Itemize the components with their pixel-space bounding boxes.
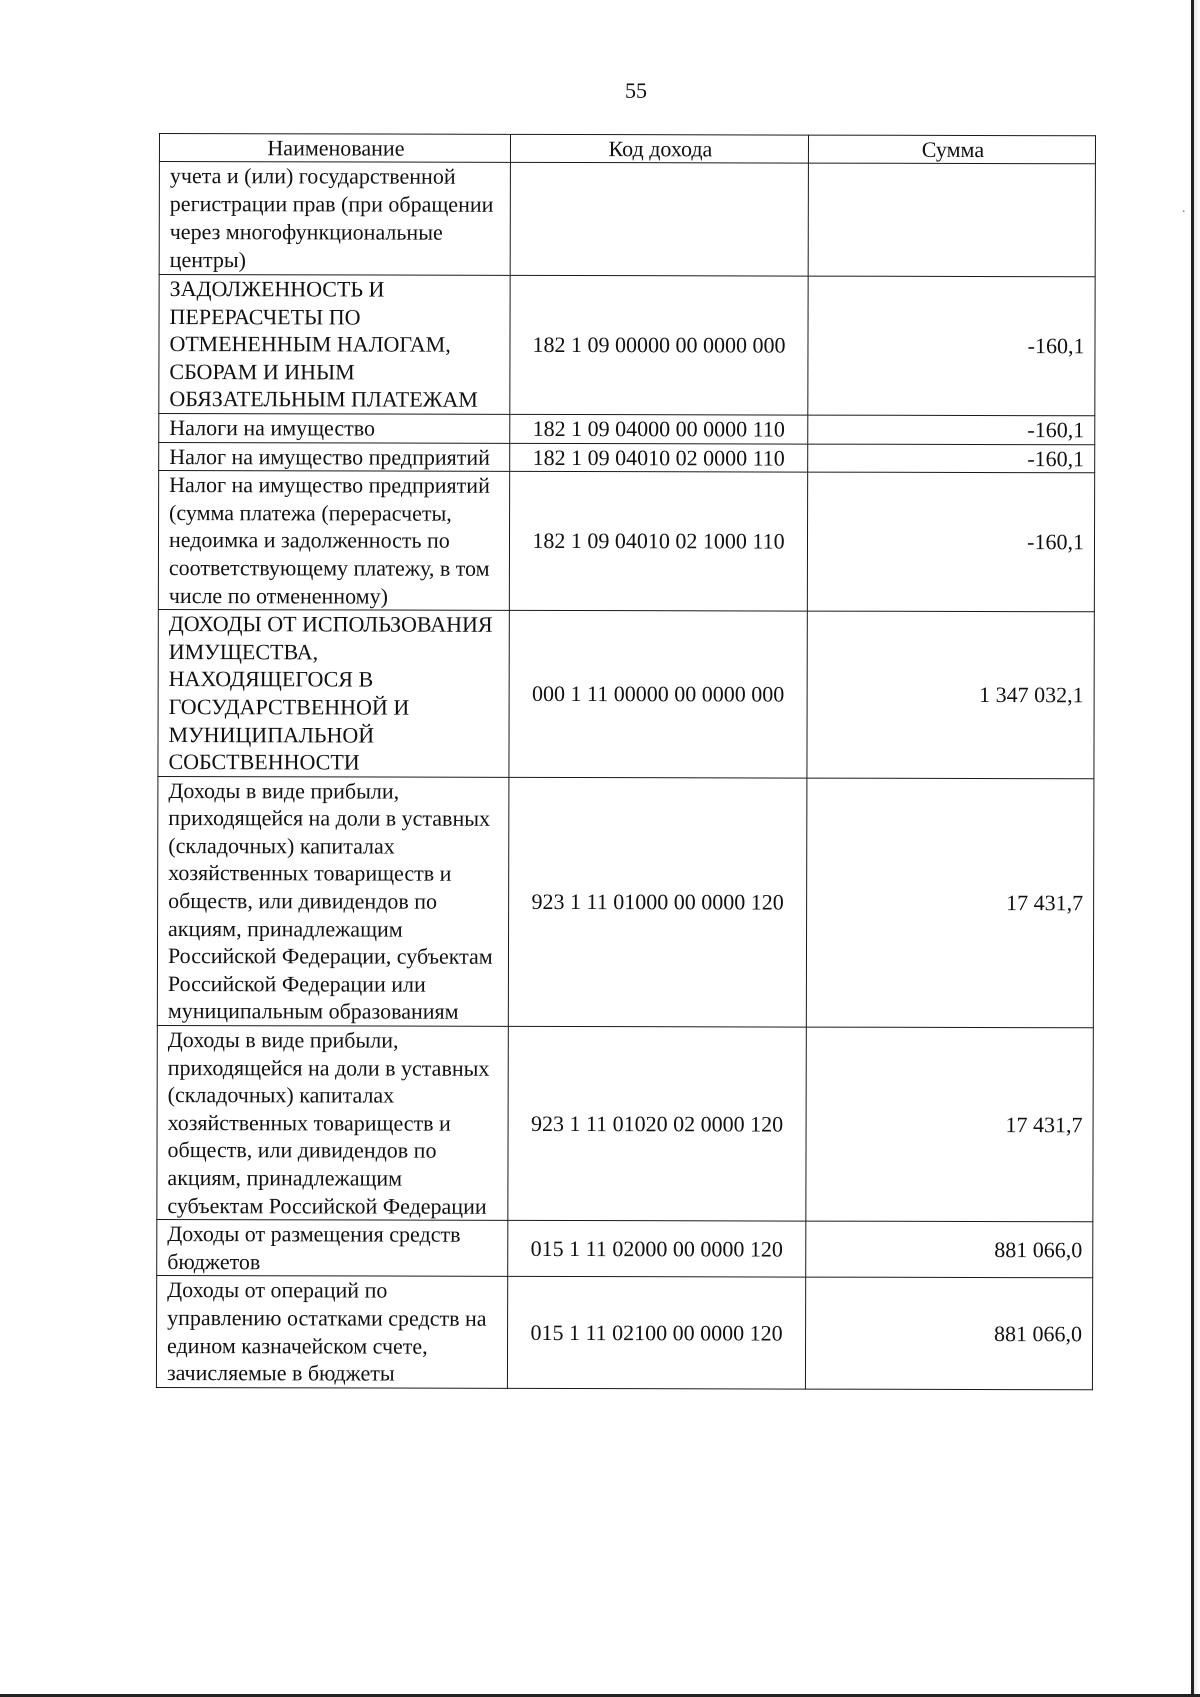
column-header-sum: Сумма xyxy=(808,135,1095,164)
row-sum xyxy=(808,163,1095,277)
row-name: Доходы в виде прибыли, приходящейся на доли в уставных (складочных) капиталах хозяйственных товариществ и обществ, или дивидендов по акциям, принадлежащим Российской Федерации, субъектам Российской Федерации или муниципальным образованиям xyxy=(157,776,509,1026)
table-row xyxy=(159,162,1095,277)
scan-edge-shadow xyxy=(1194,0,1200,1697)
row-sum: 17 431,7 xyxy=(806,778,1094,1028)
table-header-row xyxy=(159,134,1095,164)
table-row xyxy=(157,1220,1093,1278)
row-name: Доходы от операций по управлению остатками средств на едином казначейском счете, зачисляемые в бюджеты xyxy=(156,1276,507,1388)
revenue-table xyxy=(156,133,1096,1390)
row-name: Налог на имущество предприятий xyxy=(159,442,510,471)
table-row xyxy=(157,1026,1093,1222)
row-name: Доходы в виде прибыли, приходящейся на доли в уставных (складочных) капиталах хозяйственных товариществ и обществ, или дивидендов по акциям, принадлежащим субъектам Российской Федерации xyxy=(157,1026,508,1221)
page-number: 55 xyxy=(625,78,647,103)
column-header-name: Наименование xyxy=(159,134,510,163)
row-sum: -160,1 xyxy=(808,415,1095,444)
row-sum: 17 431,7 xyxy=(806,1027,1093,1222)
row-code xyxy=(510,162,808,276)
row-sum: -160,1 xyxy=(808,276,1095,416)
row-code: 182 1 09 00000 00 0000 000 xyxy=(510,275,808,415)
table-row xyxy=(159,275,1095,416)
row-name: ДОХОДЫ ОТ ИСПОЛЬЗОВАНИЯ ИМУЩЕСТВА, НАХОДЯЩЕГОСЯ В ГОСУДАРСТВЕННОЙ И МУНИЦИПАЛЬНОЙ СОБСТВЕННОСТИ xyxy=(158,610,509,777)
row-name: Налоги на имущество xyxy=(159,413,510,442)
row-name: Налог на имущество предприятий (сумма платежа (перерасчеты, недоимка и задолженность по соответствующему платежу, в том числе по отмененному) xyxy=(158,471,509,611)
table-row xyxy=(159,413,1095,444)
row-code: 182 1 09 04010 02 0000 110 xyxy=(510,443,808,472)
row-sum: 881 066,0 xyxy=(806,1221,1093,1278)
row-name: учета и (или) государственной регистрации прав (при обращении через многофункциональные центры) xyxy=(159,162,510,276)
row-code: 015 1 11 02000 00 0000 120 xyxy=(508,1221,806,1278)
scan-edge-right xyxy=(1191,0,1194,1697)
row-sum: 881 066,0 xyxy=(805,1277,1092,1389)
row-code: 182 1 09 04010 02 1000 110 xyxy=(509,472,807,612)
row-sum: -160,1 xyxy=(807,472,1094,612)
row-code: 182 1 09 04000 00 0000 110 xyxy=(510,414,808,443)
row-code: 923 1 11 01000 00 0000 120 xyxy=(508,777,807,1027)
scan-mark: · xyxy=(1181,205,1186,220)
table-row xyxy=(157,776,1094,1028)
row-code: 015 1 11 02100 00 0000 120 xyxy=(507,1277,805,1389)
table-row xyxy=(159,442,1095,473)
row-code: 000 1 11 00000 00 0000 000 xyxy=(509,610,807,777)
row-sum: -160,1 xyxy=(808,444,1095,473)
row-code: 923 1 11 01020 02 0000 120 xyxy=(508,1026,806,1221)
row-name: ЗАДОЛЖЕННОСТЬ И ПЕРЕРАСЧЕТЫ ПО ОТМЕНЕННЫМ НАЛОГАМ, СБОРАМ И ИНЫМ ОБЯЗАТЕЛЬНЫМ ПЛАТЕЖАМ xyxy=(159,275,510,415)
column-header-code: Код дохода xyxy=(510,134,808,163)
table-row xyxy=(156,1276,1092,1390)
row-name: Доходы от размещения средств бюджетов xyxy=(157,1220,508,1277)
row-sum: 1 347 032,1 xyxy=(807,611,1094,778)
table-row xyxy=(158,610,1094,779)
table-row xyxy=(158,471,1094,612)
